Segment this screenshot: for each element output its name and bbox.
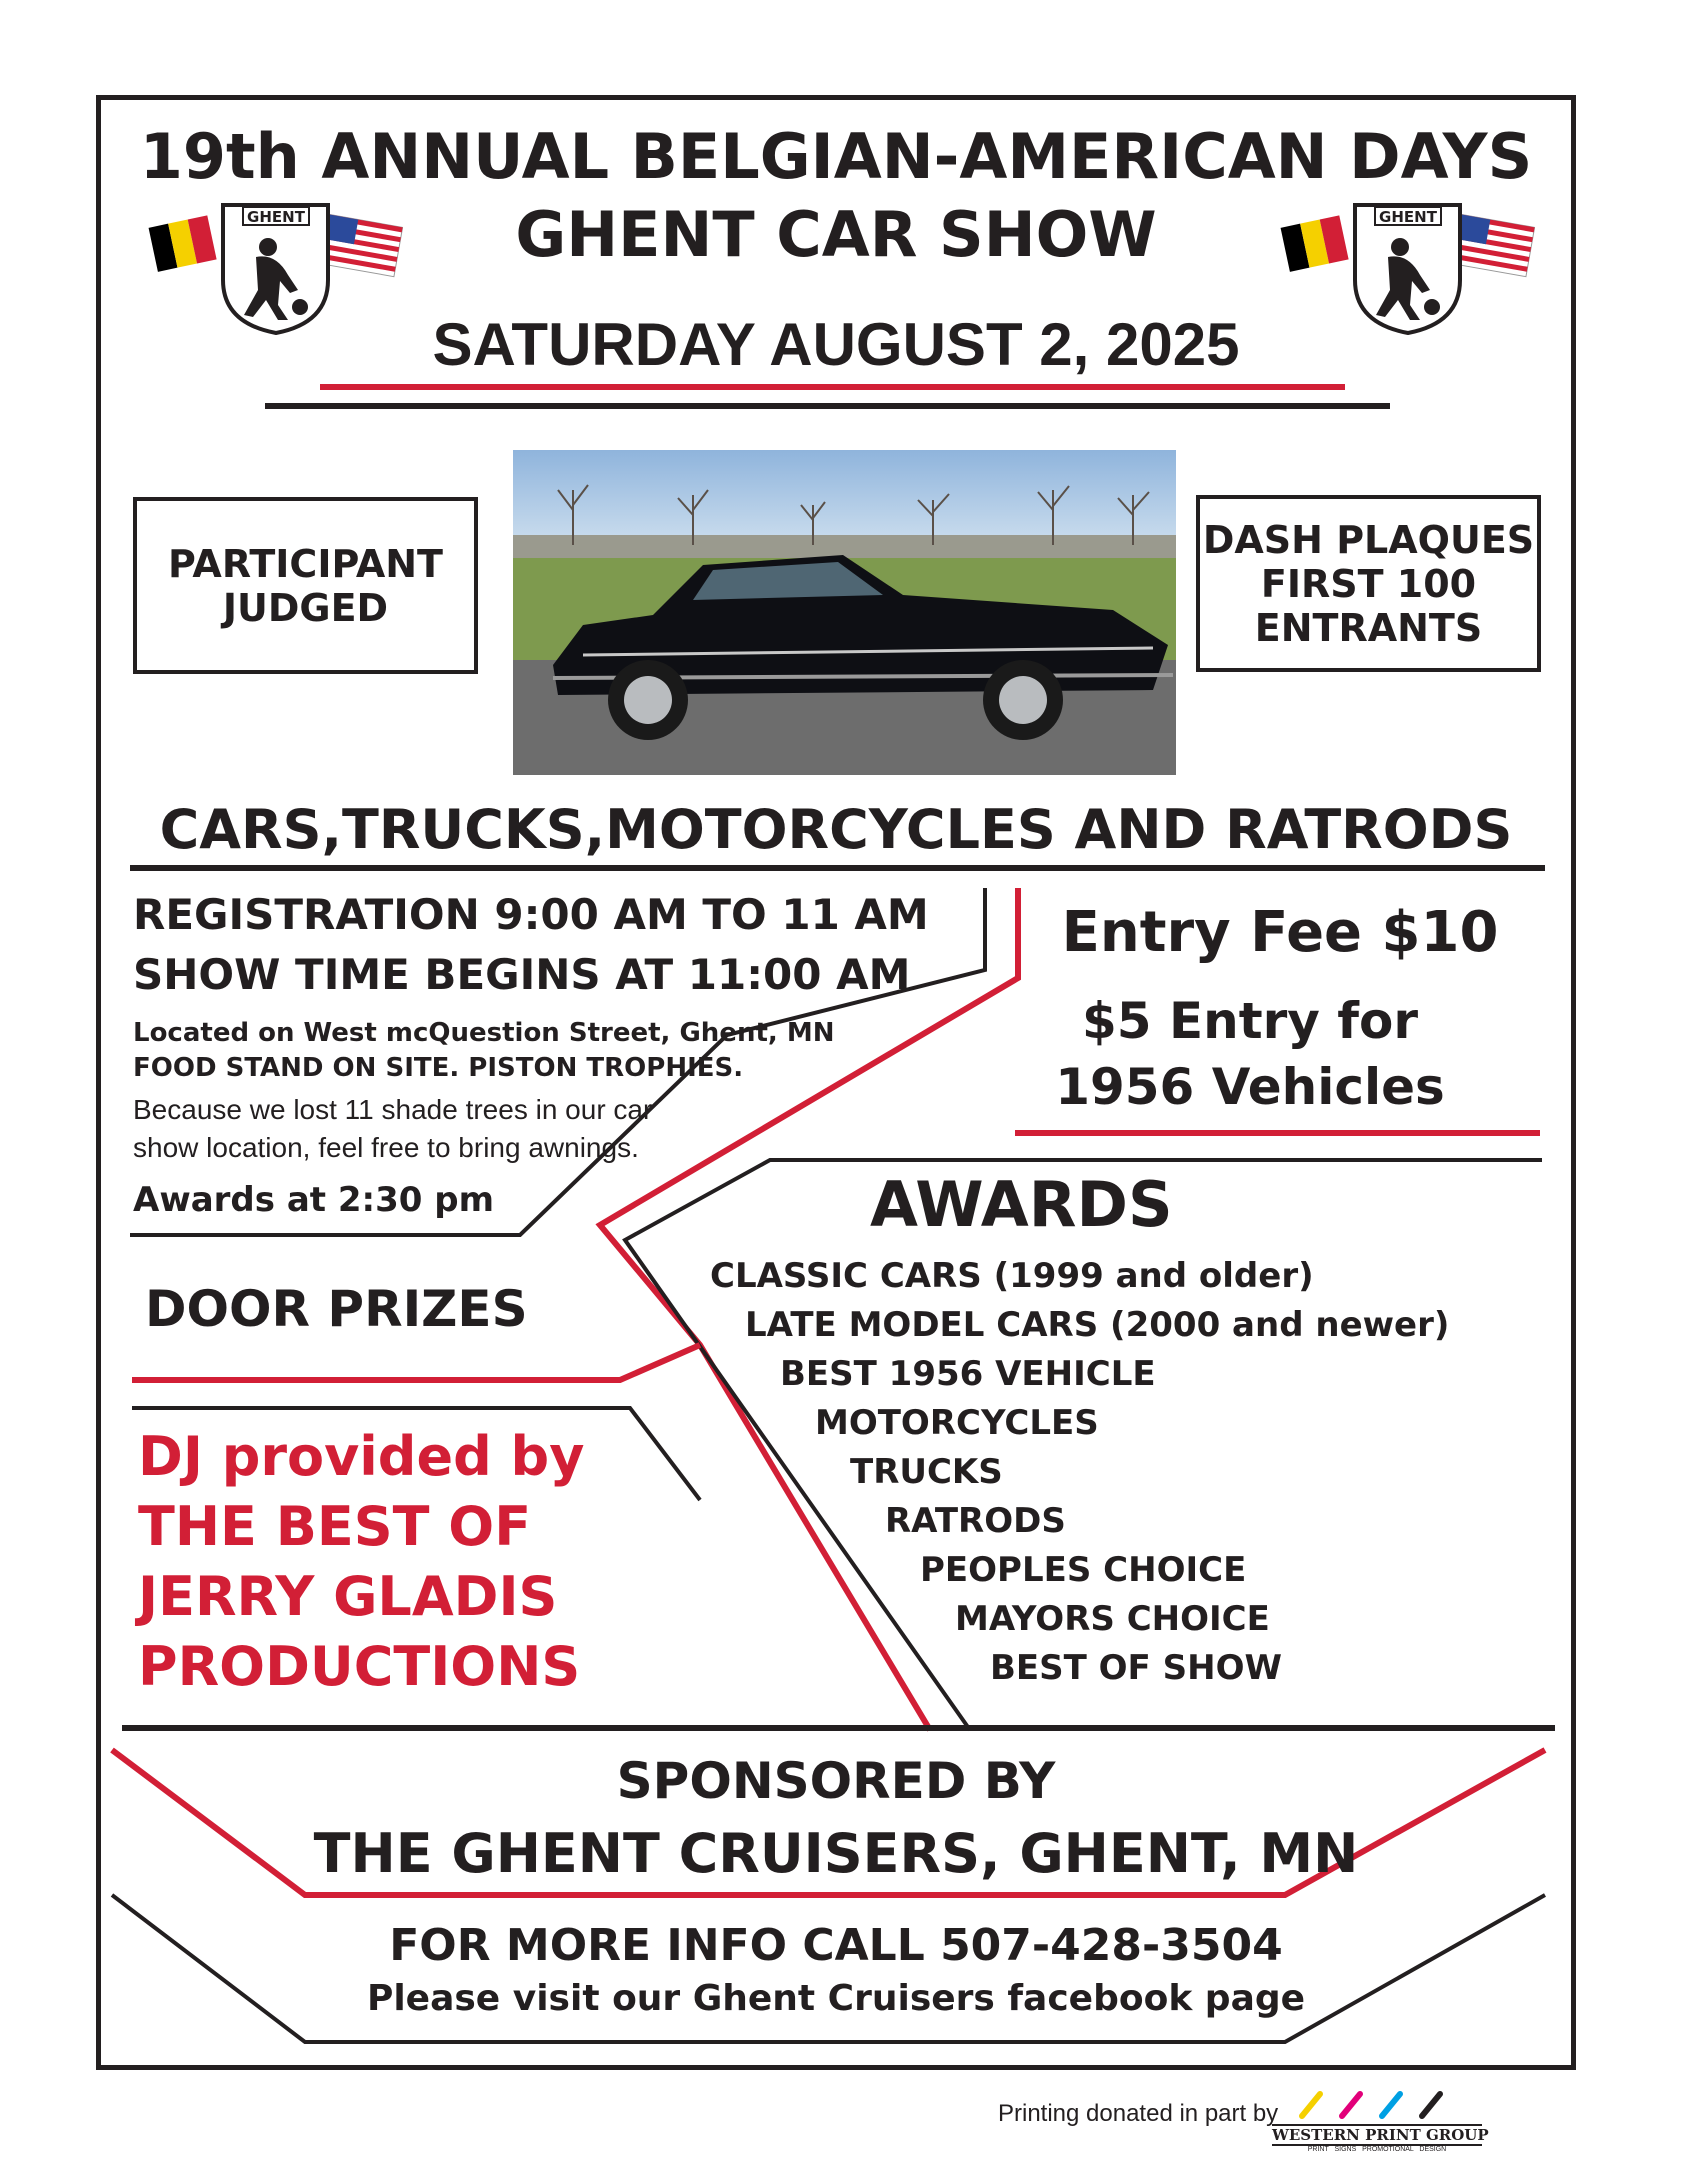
paint-brush-icon	[1272, 2090, 1482, 2120]
award-item: PEOPLES CHOICE	[920, 1550, 1247, 1590]
title-line-2: GHENT CAR SHOW	[515, 198, 1157, 271]
date-underline-red	[320, 384, 1345, 390]
dash-plaques-line-1: DASH PLAQUES	[1202, 517, 1535, 562]
dash-plaques-line-2: FIRST 100	[1260, 561, 1477, 606]
shade-trees-note-2: show location, feel free to bring awnings.	[133, 1132, 639, 1163]
participant-judged-line-1: PARTICIPANT	[168, 541, 443, 586]
event-date: SATURDAY AUGUST 2, 2025	[432, 311, 1240, 378]
award-item: MOTORCYCLES	[815, 1403, 1099, 1443]
discount-line-2: 1956 Vehicles	[1055, 1058, 1445, 1116]
facebook-note: Please visit our Ghent Cruisers facebook page	[366, 1978, 1306, 2019]
discount-line-1: $5 Entry for	[1081, 992, 1419, 1050]
printer-name: WESTERN PRINT GROUP	[1272, 2126, 1489, 2144]
dash-plaques-box	[1196, 495, 1541, 672]
awards-time: Awards at 2:30 pm	[133, 1180, 495, 1220]
award-item: MAYORS CHOICE	[955, 1599, 1270, 1639]
info-phone: FOR MORE INFO CALL 507-428-3504	[389, 1920, 1283, 1971]
awards-bottom-rule	[122, 1725, 1555, 1731]
sponsored-by: SPONSORED BY	[616, 1752, 1056, 1810]
participant-judged-box	[133, 497, 478, 674]
dj-line-4: PRODUCTIONS	[138, 1635, 581, 1698]
food-stand: FOOD STAND ON SITE. PISTON TROPHIES.	[133, 1053, 744, 1083]
svg-text:GHENT: GHENT	[247, 208, 305, 226]
dj-line-2: THE BEST OF	[138, 1495, 532, 1558]
title-line-1: 19th ANNUAL BELGIAN-AMERICAN DAYS	[139, 120, 1533, 193]
door-prizes: DOOR PRIZES	[145, 1280, 528, 1338]
participant-judged-line-2: JUDGED	[222, 585, 389, 630]
car-photo	[513, 450, 1176, 775]
award-item: LATE MODEL CARS (2000 and newer)	[745, 1305, 1450, 1345]
registration-time: REGISTRATION 9:00 AM TO 11 AM	[133, 890, 929, 939]
printer-tagline: PRINT SIGNS PROMOTIONAL DESIGN	[1307, 2146, 1447, 2153]
award-item: BEST 1956 VEHICLE	[780, 1354, 1156, 1394]
sponsor-name: THE GHENT CRUISERS, GHENT, MN	[313, 1822, 1359, 1885]
award-item: CLASSIC CARS (1999 and older)	[710, 1256, 1314, 1296]
printing-credit: Printing donated in part by	[998, 2100, 1279, 2127]
dj-line-3: JERRY GLADIS	[138, 1565, 558, 1628]
show-time: SHOW TIME BEGINS AT 11:00 AM	[133, 950, 911, 999]
dj-line-1: DJ provided by	[138, 1425, 585, 1488]
dash-plaques-line-3: ENTRANTS	[1254, 605, 1483, 650]
awards-title: AWARDS	[870, 1168, 1173, 1241]
car-photo-image	[513, 450, 1176, 775]
award-item: BEST OF SHOW	[990, 1648, 1282, 1688]
shade-trees-note-1: Because we lost 11 shade trees in our car	[133, 1094, 653, 1125]
vehicle-categories: CARS,TRUCKS,MOTORCYCLES AND RATRODS	[159, 798, 1513, 861]
award-item: TRUCKS	[850, 1452, 1003, 1492]
categories-underline	[130, 865, 1545, 871]
western-print-logo	[1272, 2090, 1489, 2153]
location: Located on West mcQuestion Street, Ghent, MN	[133, 1018, 835, 1048]
entry-fee: Entry Fee $10	[1061, 900, 1499, 965]
date-underline-black	[265, 403, 1390, 409]
award-item: RATRODS	[885, 1501, 1066, 1541]
svg-text:GHENT: GHENT	[1379, 208, 1437, 226]
